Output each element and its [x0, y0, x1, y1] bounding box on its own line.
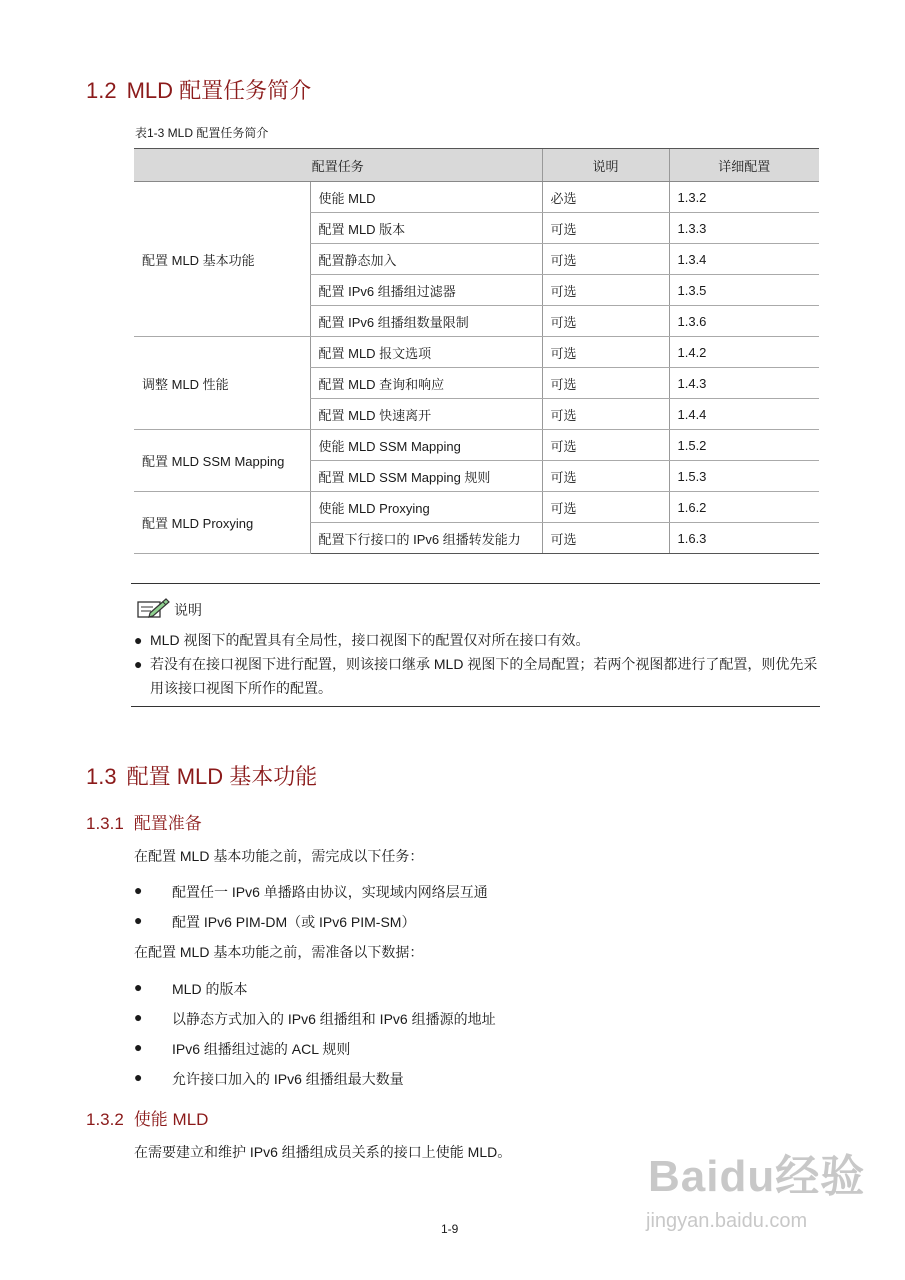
table-row: [134, 430, 819, 461]
task-cell: 配置 MLD 查询和响应: [310, 368, 542, 399]
note-cell: 可选: [542, 244, 669, 275]
header-note: 说明: [542, 149, 669, 182]
note-item-text: MLD 视图下的配置具有全局性，接口视图下的配置仅对所在接口有效。: [150, 632, 590, 648]
note-pencil-icon: [136, 596, 170, 620]
section-title: 配置准备: [133, 814, 202, 833]
note-item: [131, 628, 820, 652]
bullet: ●: [134, 1009, 143, 1025]
ref-cell: 1.3.6: [669, 306, 819, 337]
section-number: 1.2: [86, 78, 117, 103]
note-cell: 必选: [542, 182, 669, 213]
page-number: 1-9: [441, 1222, 459, 1236]
task-cell: 配置 MLD 快速离开: [310, 399, 542, 430]
category-cell: 配置 MLD Proxying: [134, 492, 310, 554]
note-title: 说明: [174, 602, 202, 618]
list-item-text: 允许接口加入的 IPv6 组播组最大数量: [172, 1071, 404, 1087]
ref-cell: 1.4.4: [669, 399, 819, 430]
section-title: 使能 MLD: [133, 1110, 209, 1129]
ref-cell: 1.6.3: [669, 523, 819, 554]
task-cell: 配置 IPv6 组播组数量限制: [310, 306, 542, 337]
task-cell: 配置 MLD 报文选项: [310, 337, 542, 368]
table-header-row: [134, 149, 819, 182]
ref-cell: 1.4.2: [669, 337, 819, 368]
list-item-text: IPv6 组播组过滤的 ACL 规则: [172, 1041, 351, 1057]
task-cell: 配置 IPv6 组播组过滤器: [310, 275, 542, 306]
ref-cell: 1.3.5: [669, 275, 819, 306]
bullet: ●: [134, 1039, 143, 1055]
ref-cell: 1.3.2: [669, 182, 819, 213]
list-item-text: MLD 的版本: [172, 981, 248, 997]
section-number: 1.3.1: [86, 814, 124, 833]
task-cell: 使能 MLD: [310, 182, 542, 213]
section-heading-1-3-1: [86, 809, 202, 834]
table-row: [134, 492, 819, 523]
note-list: [131, 628, 820, 700]
task-cell: 配置下行接口的 IPv6 组播转发能力: [310, 523, 542, 554]
ref-cell: 1.4.3: [669, 368, 819, 399]
section-heading-1-2: [86, 74, 311, 105]
section-number: 1.3.2: [86, 1110, 124, 1129]
list-item-text: 配置任一 IPv6 单播路由协议，实现域内网络层互通: [172, 884, 488, 900]
section-heading-1-3: [86, 760, 317, 791]
note-item: [131, 652, 820, 700]
baidu-watermark: [640, 1140, 870, 1240]
task-cell: 使能 MLD SSM Mapping: [310, 430, 542, 461]
note-cell: 可选: [542, 523, 669, 554]
note-cell: 可选: [542, 275, 669, 306]
note-cell: 可选: [542, 368, 669, 399]
bullet: ●: [134, 912, 143, 928]
note-item-text: 若没有在接口视图下进行配置，则该接口继承 MLD 视图下的全局配置；若两个视图都进行了配置，则优先采用该接口视图下所作的配置。: [150, 656, 818, 696]
category-cell: 调整 MLD 性能: [134, 337, 310, 430]
task-cell: 配置 MLD SSM Mapping 规则: [310, 461, 542, 492]
intro-tasks: 在配置 MLD 基本功能之前，需完成以下任务：: [134, 848, 424, 864]
task-cell: 配置 MLD 版本: [310, 213, 542, 244]
task-cell: 使能 MLD Proxying: [310, 492, 542, 523]
note-box: [131, 583, 820, 707]
bullet: ●: [134, 1069, 143, 1085]
note-cell: 可选: [542, 461, 669, 492]
task-cell: 配置静态加入: [310, 244, 542, 275]
ref-cell: 1.5.2: [669, 430, 819, 461]
ref-cell: 1.5.3: [669, 461, 819, 492]
section-heading-1-3-2: [86, 1105, 208, 1130]
bullet: ●: [134, 979, 143, 995]
list-item-text: 以静态方式加入的 IPv6 组播组和 IPv6 组播源的地址: [172, 1011, 496, 1027]
note-header: [136, 596, 202, 620]
note-cell: 可选: [542, 337, 669, 368]
note-cell: 可选: [542, 492, 669, 523]
bullet: ●: [134, 656, 143, 672]
section-number: 1.3: [86, 764, 117, 789]
list-item-text: 配置 IPv6 PIM-DM（或 IPv6 PIM-SM）: [172, 914, 416, 930]
note-cell: 可选: [542, 430, 669, 461]
bullet: ●: [134, 882, 143, 898]
note-cell: 可选: [542, 213, 669, 244]
section-title: 配置 MLD 基本功能: [126, 764, 318, 789]
header-task: 配置任务: [134, 149, 542, 182]
ref-cell: 1.6.2: [669, 492, 819, 523]
config-task-table: [134, 148, 819, 554]
ref-cell: 1.3.4: [669, 244, 819, 275]
ref-cell: 1.3.3: [669, 213, 819, 244]
watermark-url: jingyan.baidu.com: [646, 1210, 808, 1232]
section-title: MLD 配置任务简介: [126, 78, 312, 103]
table-caption: 表1-3 MLD 配置任务简介: [135, 126, 269, 140]
bullet: ●: [134, 632, 143, 648]
table-row: [134, 182, 819, 213]
intro-data: 在配置 MLD 基本功能之前，需准备以下数据：: [134, 944, 424, 960]
table-row: [134, 337, 819, 368]
category-cell: 配置 MLD 基本功能: [134, 182, 310, 337]
note-cell: 可选: [542, 306, 669, 337]
watermark-logo: Baidu经验: [648, 1152, 866, 1201]
header-ref: 详细配置: [669, 149, 819, 182]
section-1-3-2-body: 在需要建立和维护 IPv6 组播组成员关系的接口上使能 MLD。: [134, 1144, 512, 1160]
note-cell: 可选: [542, 399, 669, 430]
category-cell: 配置 MLD SSM Mapping: [134, 430, 310, 492]
